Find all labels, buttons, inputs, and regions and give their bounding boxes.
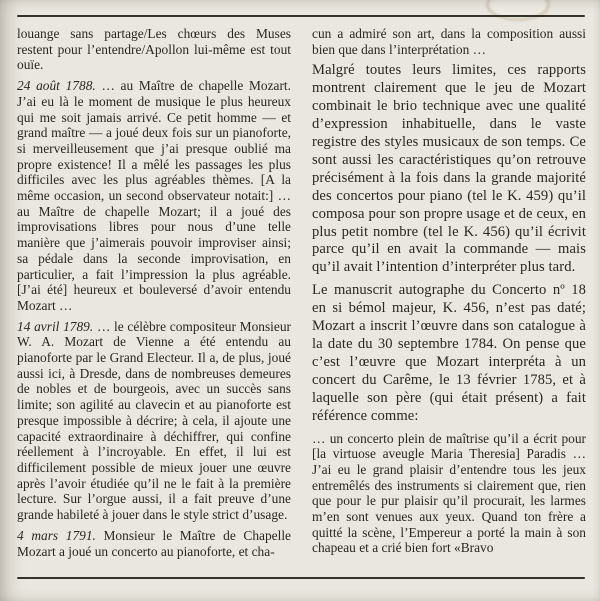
text-run: louange sans partage/Les chœurs des Muses restent pour l’entendre/Apollon lui-même est tout ouïe. [17, 26, 291, 73]
bottom-rule [17, 577, 585, 579]
paragraph [312, 431, 586, 557]
right-column [312, 26, 586, 561]
text-run: … le célèbre compositeur Monsieur W. A. Mozart de Vienne a été entendu au pianoforte par le Grand Electeur. Il a, de plus, joué aussi ici, à Dresde, dans de nombreuses demeures de nobles et de bourgeois, avec un succès sans limite; son agilité au clavecin et au pianoforte est presque impossible à décrire; à cela, il ajoute une capacité extraordinaire à déchiffrer, qui confine réellement à l’incroyable. En effet, il lui est difficilement possible de mieux jouer une œuvre après l’avoir étudiée qu’il ne le fait à la première lecture. Sur l’orgue aussi, il a fait preuve d’une grande habileté à jouer dans le style strict d’usage. [17, 318, 291, 523]
text-run: Malgré toutes leurs limites, ces rapports montrent clairement que le jeu de Mozart combinait le brio technique avec une qualité d’expression inhabituelle, dans le vaste registre des styles musicaux de son temps. Ce sont aussi les caractéristiques qu’on retrouve précisément à la fois dans la grande majorité des concertos pour piano (tel le K. 459) qu’il composa pour son propre usage et de ceux, en plus petit nombre (tel le K. 456) qu’il écrivit parce qu’il en avait la commande — mais qu’il avait l’intention d’interpréter plus tard. [312, 62, 586, 276]
paragraph [17, 78, 291, 314]
paragraph [312, 62, 586, 277]
paragraph [312, 282, 586, 425]
text-run: Le manuscrit autographe du Concerto nº 18 en si bémol majeur, K. 456, n’est pas daté; Mozart a inscrit l’œuvre dans son catalogue à la date du 30 septembre 1784. On pense que c’est l’œuvre que Mozart interpréta à un concert du Carême, le 13 février 1785, et à laquelle son père (qui était présent) a fait référence comme: [312, 282, 586, 424]
text-run: … un concerto plein de maîtrise qu’il a écrit pour [la virtuose aveugle Maria Theresia] Paradis … J’ai eu le grand plaisir d’entendre tous les jeux entremêlés des instruments si clairement que, rien que pour le pur plaisir qu’il procurait, les larmes m’en sont venues aux yeux. Quand ton frère a quitté la scène, l’Empereur a porté la main à son chapeau et a crié bien fort «Bravo [312, 430, 586, 556]
date-heading-italic: 14 avril 1789. [17, 318, 94, 334]
stain-mark [486, 0, 550, 21]
paragraph [17, 528, 291, 559]
top-rule [17, 15, 585, 17]
left-column [17, 26, 291, 564]
paragraph [17, 26, 291, 73]
text-run: cun a admiré son art, dans la composition aussi bien que dans l’interprétation … [312, 26, 586, 57]
date-heading-italic: 24 août 1788. [17, 78, 96, 94]
text-run: Monsieur le Maître de Chapelle Mozart a joué un concerto au pianoforte, et cha- [17, 527, 291, 559]
paragraph [17, 319, 291, 523]
date-heading-italic: 4 mars 1791. [17, 527, 96, 543]
paragraph [312, 26, 586, 57]
text-run: … au Maître de chapelle Mozart. J’ai eu là le moment de musique le plus heureux qui me soit jamais arrivé. Ce petit homme — et grand maître — a joué deux fois sur un pianoforte, si merveilleusement que j’ai presque oublié ma propre existence! Il a mêlé les passages les plus difficiles avec les plus agréables thèmes. [A la même occasion, un second observateur notait:] … au Maître de chapelle Mozart; il a joué des improvisations libres pour nous d’une telle manière que j’aimerais pouvoir improviser ainsi; sa pédale dans la seconde improvisation, en particulier, a fait l’impression la plus agréable. [J’ai été] heureux et bouleversé d’avoir entendu Mozart … [17, 78, 291, 313]
